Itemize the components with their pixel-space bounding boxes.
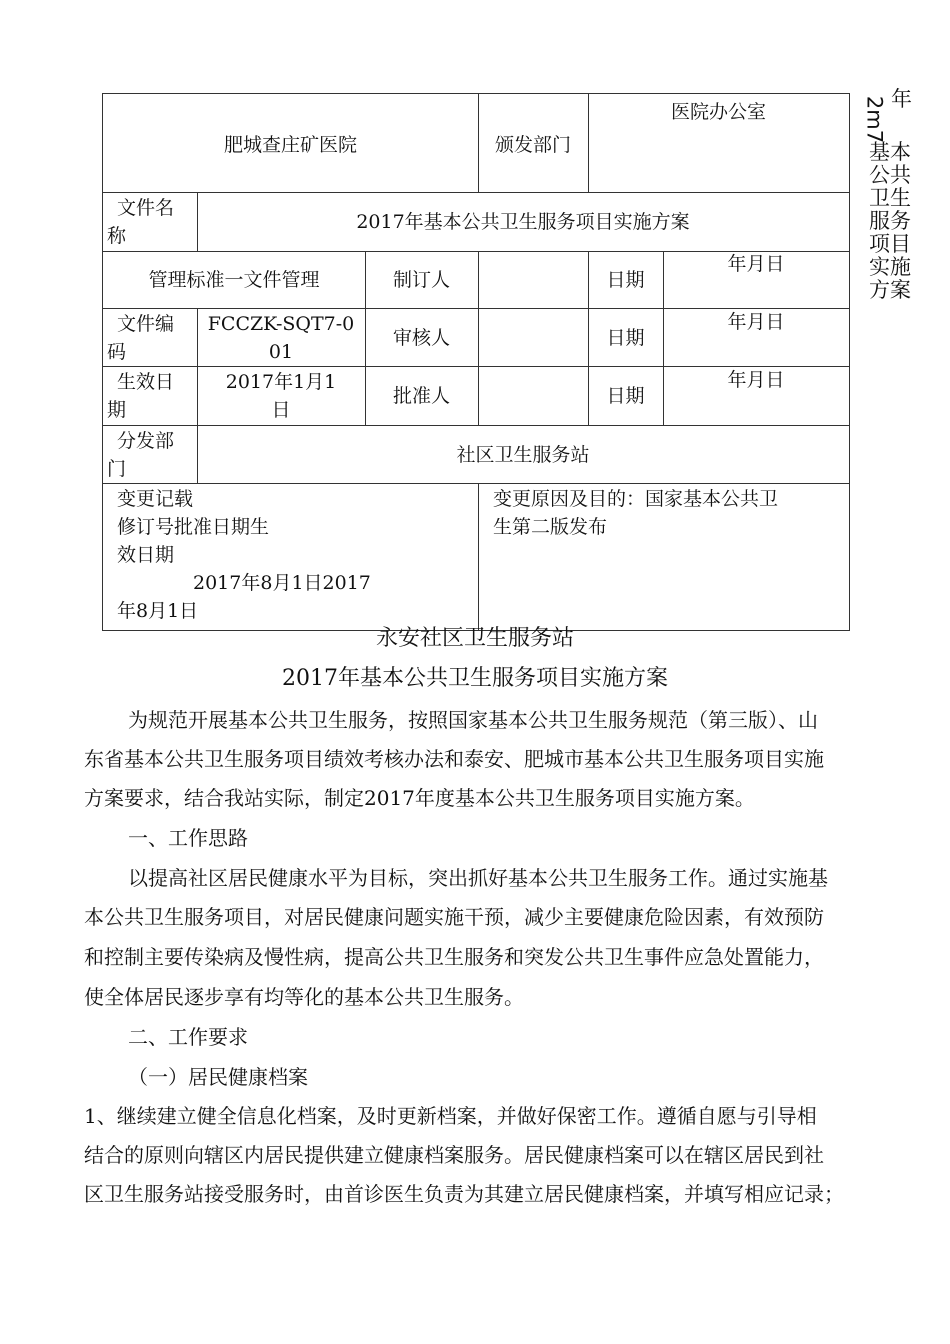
issuing-dept-label: 颁发部门 bbox=[494, 134, 571, 156]
file-name-label: 文件名 bbox=[117, 197, 175, 219]
paragraph-line: 结合的原则向辖区内居民提供建立健康档案服务。居民健康档案可以在辖区居民到社 bbox=[84, 1143, 824, 1167]
date-label: 日期 bbox=[606, 327, 645, 349]
paragraph-line: 区卫生服务站接受服务时，由首诊医生负责为其建立居民健康档案，并填写相应记录； bbox=[84, 1182, 844, 1206]
paragraph-line: 本公共卫生服务项目，对居民健康问题实施干预，减少主要健康危险因素，有效预防 bbox=[84, 905, 824, 929]
effective-date-value: 2017年1月1 bbox=[225, 371, 337, 393]
file-number-label-cont: 码 bbox=[107, 341, 127, 363]
distribution-label-cont: 门 bbox=[107, 458, 127, 480]
paragraph-line: 使全体居民逐步享有均等化的基本公共卫生服务。 bbox=[84, 985, 524, 1009]
date-label: 日期 bbox=[606, 269, 645, 291]
reviewer-label: 审核人 bbox=[392, 327, 450, 349]
change-record-line: 年8月1日 bbox=[117, 600, 199, 622]
file-name-value: 2017年基本公共卫生服务项目实施方案 bbox=[356, 211, 690, 233]
hospital-name: 肥城查庄矿医院 bbox=[223, 134, 357, 156]
paragraph-line: 东省基本公共卫生服务项目绩效考核办法和泰安、肥城市基本公共卫生服务项目实施 bbox=[84, 747, 824, 771]
change-record: 变更记载 bbox=[117, 488, 194, 510]
change-record-line: 修订号批准日期生 bbox=[117, 516, 270, 538]
subsection-heading: （一）居民健康档案 bbox=[128, 1065, 308, 1089]
table-rule bbox=[103, 483, 849, 484]
side-label-char: 项目 bbox=[869, 232, 911, 256]
date-label: 日期 bbox=[606, 385, 645, 407]
side-label-char: 方案 bbox=[869, 278, 911, 302]
plan-title: 2017年基本公共卫生服务项目实施方案 bbox=[282, 666, 668, 691]
paragraph-line: 1、继续建立健全信息化档案，及时更新档案，并做好保密工作。遵循自愿与引导相 bbox=[84, 1104, 817, 1128]
section-heading: 一、工作思路 bbox=[128, 826, 248, 850]
table-rule bbox=[478, 483, 479, 630]
date-value: 年月日 bbox=[727, 369, 785, 391]
table-rule bbox=[103, 425, 849, 426]
section-heading: 二、工作要求 bbox=[128, 1025, 248, 1049]
management-standard: 管理标准一文件管理 bbox=[148, 269, 320, 291]
date-value: 年月日 bbox=[727, 311, 785, 333]
file-number-value: FCCZK-SQT7-0 bbox=[207, 313, 355, 335]
paragraph-line: 为规范开展基本公共卫生服务，按照国家基本公共卫生服务规范（第三版）、山 bbox=[128, 708, 818, 732]
side-label-char: 服务 bbox=[869, 209, 911, 233]
file-number-value-cont: 01 bbox=[268, 341, 294, 363]
date-value: 年月日 bbox=[727, 253, 785, 275]
side-label-char: 公共 bbox=[869, 163, 911, 187]
change-record-line: 效日期 bbox=[117, 544, 175, 566]
change-reason-cont: 生第二版发布 bbox=[493, 516, 608, 538]
change-record-line: 2017年8月1日2017 bbox=[193, 572, 371, 594]
paragraph-line: 以提高社区居民健康水平为目标，突出抓好基本公共卫生服务工作。通过实施基 bbox=[128, 866, 828, 890]
paragraph-line: 方案要求，结合我站实际，制定2017年度基本公共卫生服务项目实施方案。 bbox=[84, 786, 755, 810]
issuing-dept-value: 医院办公室 bbox=[670, 101, 766, 123]
approver-label: 批准人 bbox=[392, 385, 450, 407]
distribution-value: 社区卫生服务站 bbox=[456, 444, 590, 466]
change-reason: 变更原因及目的：国家基本公共卫 bbox=[493, 488, 779, 510]
organization-title: 永安社区卫生服务站 bbox=[375, 626, 574, 651]
effective-date-value-cont: 日 bbox=[271, 399, 291, 421]
side-label-char: 卫生 bbox=[869, 186, 911, 210]
document-control-table bbox=[102, 93, 850, 631]
side-label-char: 基本 bbox=[869, 140, 911, 164]
file-number-label: 文件编 bbox=[117, 313, 175, 335]
drafter-label: 制订人 bbox=[392, 269, 450, 291]
table-rule bbox=[103, 192, 849, 193]
table-rule bbox=[478, 251, 479, 425]
side-label-char: 实施 bbox=[869, 255, 911, 279]
side-label-column bbox=[864, 88, 916, 302]
effective-date-label: 生效日 bbox=[117, 371, 175, 393]
paragraph-line: 和控制主要传染病及慢性病，提高公共卫生服务和突发公共卫生事件应急处置能力， bbox=[84, 945, 824, 969]
effective-date-label-cont: 期 bbox=[107, 399, 127, 421]
side-label bbox=[858, 88, 920, 348]
file-name-label-cont: 称 bbox=[107, 225, 127, 247]
side-label-rotated: 2m7 bbox=[862, 95, 887, 144]
side-label-char: 年 bbox=[891, 87, 912, 111]
distribution-label: 分发部 bbox=[117, 430, 175, 452]
